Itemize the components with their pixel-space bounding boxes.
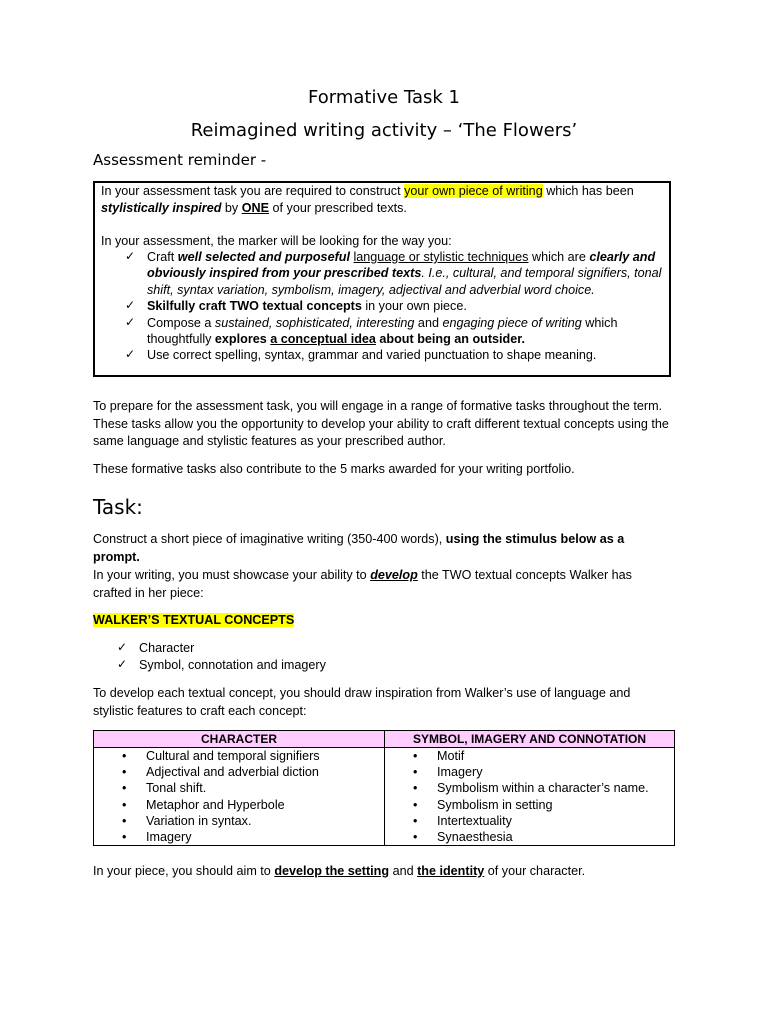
walker-concepts-heading: WALKER’S TEXTUAL CONCEPTS	[93, 613, 295, 627]
check-icon: ✓	[125, 298, 136, 312]
bullet-icon: •	[122, 781, 127, 796]
table-list-item: • Metaphor and Hyperbole	[122, 797, 285, 812]
bullet-icon: •	[122, 797, 127, 812]
page-title: Formative Task 1	[308, 87, 460, 108]
bullet-icon: •	[413, 829, 418, 844]
criterion-concepts: Skilfully craft TWO textual concepts in your own piece.	[147, 299, 467, 313]
table-list-item: • Symbolism in setting	[413, 797, 553, 812]
criterion-craft: Craft well selected and purposeful language or stylistic techniques which are clearly and obviously inspired from your prescribed texts. I.e., cultural, and temporal signifiers, tonal shift, syntax variation, symbolism, imagery, adjectival and adverbial word choice.	[147, 250, 662, 297]
table-col-symbol	[385, 748, 675, 846]
check-icon: ✓	[117, 640, 128, 654]
table-list-item: • Tonal shift.	[122, 781, 207, 796]
table-list-item: • Imagery	[122, 829, 192, 844]
table-col-character	[94, 748, 385, 846]
bullet-icon: •	[413, 749, 418, 763]
paragraph-develop: To develop each textual concept, you should draw inspiration from Walker’s use of language and stylistic features to craft each concept:	[93, 686, 631, 718]
bullet-icon: •	[413, 797, 418, 812]
paragraph-aim: In your piece, you should aim to develop the setting and the identity of your character.	[93, 864, 586, 878]
table-list-item: • Intertextuality	[413, 813, 512, 828]
table-list-item: • Synaesthesia	[413, 829, 513, 844]
table-header-character: CHARACTER	[94, 731, 385, 748]
paragraph-portfolio: These formative tasks also contribute to the 5 marks awarded for your writing portfolio.	[93, 462, 575, 476]
highlight-own-writing: your own piece of writing	[404, 184, 543, 198]
table-list-item: • Adjectival and adverbial diction	[122, 765, 319, 780]
box-line-1: In your assessment task you are required to construct your own piece of writing which has been	[101, 184, 634, 198]
bullet-icon: •	[413, 765, 418, 780]
check-icon: ✓	[125, 315, 136, 329]
table-list-item: • Motif	[413, 749, 465, 763]
check-icon: ✓	[125, 249, 136, 263]
paragraph-prepare: To prepare for the assessment task, you will engage in a range of formative tasks throughout the term. These tasks allow you the opportunity to develop your ability to craft different textual concepts using the same language and stylistic features as your prescribed author.	[93, 399, 669, 448]
bullet-icon: •	[122, 813, 127, 828]
table-header-symbol: SYMBOL, IMAGERY AND CONNOTATION	[385, 731, 675, 748]
concept-character: Character	[139, 641, 195, 655]
box-line-2: stylistically inspired by ONE of your prescribed texts.	[101, 201, 407, 215]
paragraph-showcase: In your writing, you must showcase your ability to develop the TWO textual concepts Walker has crafted in her piece:	[93, 568, 632, 600]
bullet-icon: •	[413, 781, 418, 796]
check-icon: ✓	[117, 657, 128, 671]
check-icon: ✓	[125, 347, 136, 361]
criterion-spelling: Use correct spelling, syntax, grammar and varied punctuation to shape meaning.	[147, 348, 597, 362]
table-list-item: • Cultural and temporal signifiers	[122, 749, 320, 763]
table-list-item: • Symbolism within a character’s name.	[413, 781, 649, 796]
bullet-icon: •	[413, 813, 418, 828]
concept-symbol: Symbol, connotation and imagery	[139, 658, 326, 672]
assessment-reminder-heading: Assessment reminder -	[93, 151, 267, 169]
criterion-compose: Compose a sustained, sophisticated, interesting and engaging piece of writing which thoughtfully explores a conceptual idea about being an outsider.	[147, 316, 618, 347]
table-list-item: • Imagery	[413, 765, 483, 780]
task-heading: Task:	[93, 495, 143, 519]
assessment-reminder-box	[93, 181, 671, 377]
bullet-icon: •	[122, 829, 127, 844]
concepts-table	[93, 730, 675, 846]
box-line-3: In your assessment, the marker will be looking for the way you:	[101, 234, 452, 248]
bullet-icon: •	[122, 765, 127, 780]
bullet-icon: •	[122, 749, 127, 763]
paragraph-construct: Construct a short piece of imaginative writing (350-400 words), using the stimulus below as a prompt.	[93, 532, 625, 564]
table-list-item: • Variation in syntax.	[122, 813, 252, 828]
page-subtitle: Reimagined writing activity – ‘The Flowers’	[190, 120, 578, 141]
